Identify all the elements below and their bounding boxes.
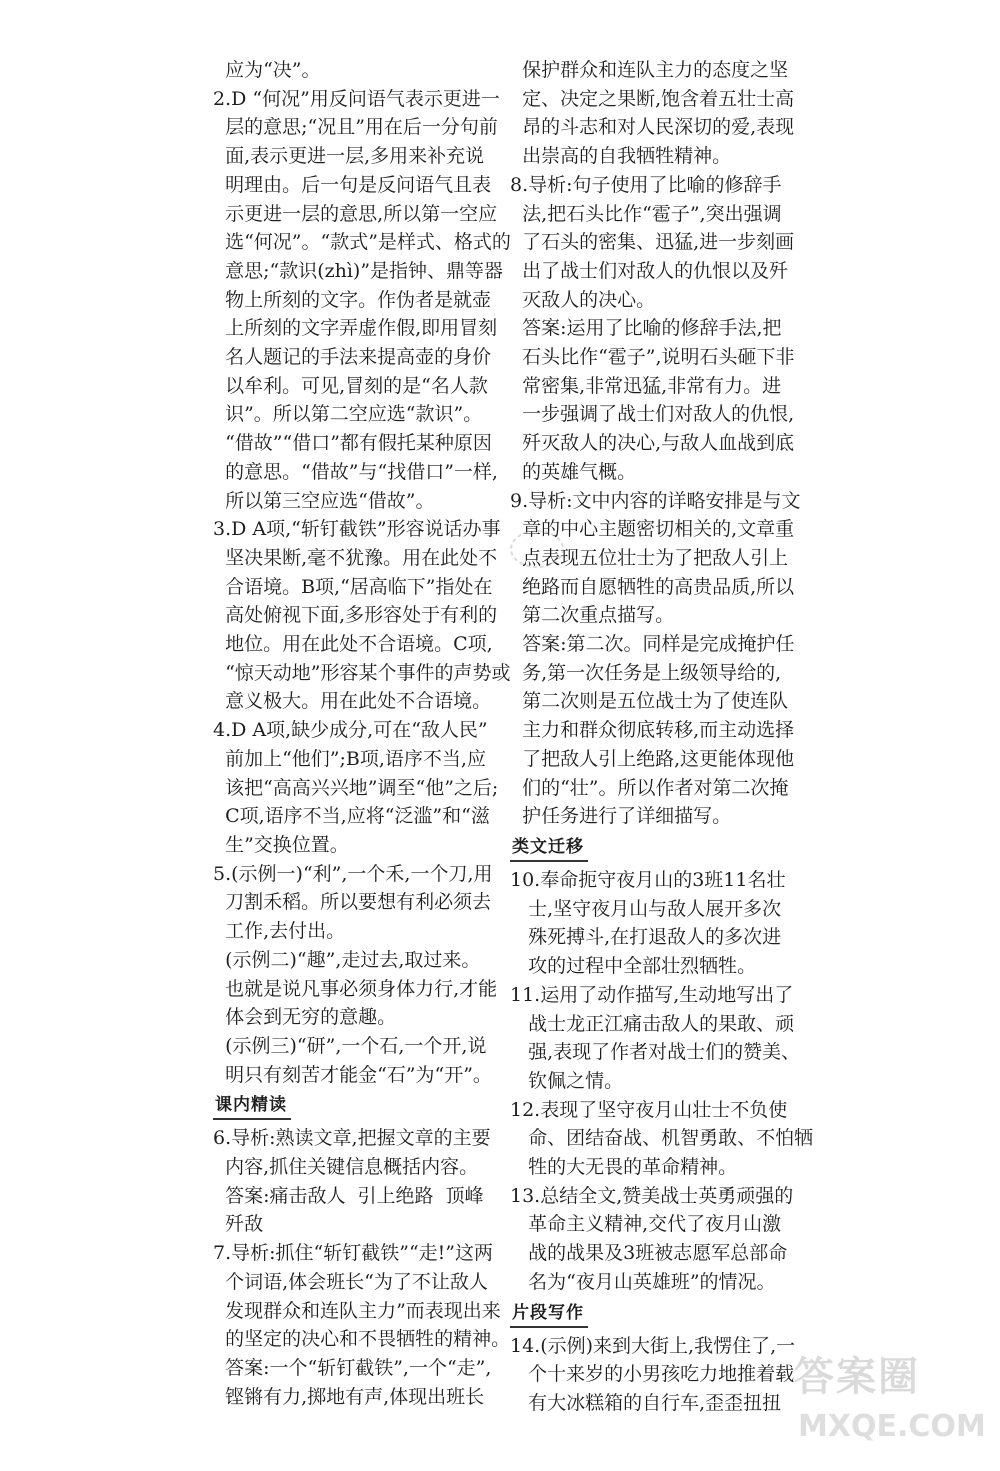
left-column	[213, 56, 511, 1411]
watermark-logo: 答案圈	[794, 1354, 920, 1400]
text-line: 该把“高高兴兴地”调至“他”之后;	[213, 776, 499, 799]
text-line: 14.(示例)来到大街上,我愣住了,一	[510, 1334, 796, 1357]
text-line: 发现群众和连队主力”而表现出来	[213, 1299, 501, 1322]
text-line: 所以第三空应选“借故”。	[213, 489, 435, 512]
text-line: 牲的大无畏的革命精神。	[510, 1156, 738, 1179]
text-line: 们的“壮”。所以作者对第二次掩	[510, 776, 789, 799]
section-heading-wrap	[510, 1297, 782, 1332]
text-line: 以牟利。可见,冒刻的是“名人款	[213, 374, 488, 397]
text-line: 了把敌人引上绝路,这更能体现他	[510, 747, 795, 770]
text-line: 10.奉命扼守夜月山的3班11名壮	[510, 868, 786, 891]
text-line: 13.总结全文,赞美战士英勇顽强的	[510, 1184, 794, 1207]
text-line: 务,第一次任务是上级领导给的,	[510, 661, 782, 684]
text-line: 明理由。后一句是反问语气且表	[213, 173, 492, 196]
text-line: 生”交换位置。	[213, 833, 349, 856]
text-line: 攻的过程中全部壮烈牺牲。	[510, 955, 757, 978]
text-line: 战的战果及3班被志愿军总部命	[510, 1242, 788, 1265]
text-line: 一步强调了战士们对敌人的仇恨,	[510, 403, 795, 426]
section-heading-wrap	[510, 831, 782, 866]
text-line: 明只有刻苦才能金“石”为“开”。	[213, 1063, 492, 1086]
text-line: 刀割禾稻。所以要想有利必须去	[213, 891, 492, 914]
text-line: 强,表现了作者对战士们的赞美、	[510, 1041, 801, 1064]
text-line: 出了战士们对敌人的仇恨以及歼	[510, 259, 789, 282]
text-line: 体会到无穷的意趣。	[213, 1006, 397, 1029]
text-line: 的英雄气概。	[510, 460, 637, 483]
text-line: 也就是说凡事必须身体力行,才能	[213, 977, 498, 1000]
faint-stamp-mark	[507, 527, 567, 571]
text-line: 答案:第二次。同样是完成掩护任	[510, 633, 795, 656]
text-line: 定、决定之果断,饱含着五壮士高	[510, 87, 795, 110]
text-line: 石头比作“雹子”,说明石头砸下非	[510, 346, 795, 369]
text-line: “借故”“借口”都有假托某种原因	[213, 432, 492, 455]
section-heading: 片段写作	[510, 1301, 588, 1328]
text-line: 示更进一层的意思,所以第一空应	[213, 202, 498, 225]
text-line: 应为“决”。	[213, 59, 321, 81]
text-line: 地位。用在此处不合语境。C项,	[213, 633, 493, 656]
text-line: 个十来岁的小男孩吃力地推着载	[510, 1363, 795, 1386]
text-line: 铿锵有力,掷地有声,体现出班长	[213, 1385, 485, 1408]
text-line: 内容,抓住关键信息概括内容。	[213, 1156, 479, 1179]
text-line: 点表现五位壮士为了把敌人引上	[510, 546, 789, 569]
text-line: (示例二)“趣”,走过去,取过来。	[213, 948, 481, 971]
text-line: 工作,去付出。	[213, 920, 346, 943]
section-heading: 类文迁移	[510, 835, 588, 862]
text-line: 命、团结奋战、机智勇敢、不怕牺	[510, 1127, 814, 1150]
text-line: 4.D A项,缺少成分,可在“敌人民”	[213, 719, 488, 742]
right-column	[510, 56, 814, 1418]
text-line: 意义极大。用在此处不合语境。	[213, 690, 492, 713]
text-line: 灭敌人的决心。	[510, 288, 656, 311]
text-line: 答案:运用了比喻的修辞手法,把	[510, 317, 782, 340]
text-line: 常密集,非常迅猛,非常有力。进	[510, 374, 782, 397]
text-line: 坚决果断,毫不犹豫。用在此处不	[213, 546, 498, 569]
text-line: 主力和群众彻底转移,而主动选择	[510, 719, 795, 742]
text-line: 章的中心主题密切相关的,文章重	[510, 518, 795, 541]
text-line: 意思;“款识(zhì)”是指钟、鼎等器	[213, 259, 504, 282]
text-line: 绝路而自愿牺牲的高贵品质,所以	[510, 575, 795, 598]
text-line: 昂的斗志和对人民深切的爱,表现	[510, 116, 795, 139]
text-line: 物上所刻的文字。作伪者是就壶	[213, 288, 492, 311]
text-line: 面,表示更进一层,多用来补充说	[213, 145, 485, 168]
text-line: 12.表现了坚守夜月山壮士不负使	[510, 1098, 788, 1121]
text-line: 第二次重点描写。	[510, 604, 675, 627]
text-line: 答案:痛击敌人 引上绝路 顶峰	[213, 1184, 484, 1207]
text-line: 法,把石头比作“雹子”,突出强调	[510, 202, 782, 225]
text-line: 个词语,体会班长“为了不让敌人	[213, 1270, 488, 1293]
text-line: 合语境。B项,“居高临下”指处在	[213, 575, 493, 598]
text-line: 革命主义精神,交代了夜月山激	[510, 1213, 782, 1236]
text-line: 前加上“他们”;B项,语序不当,应	[213, 747, 486, 770]
text-line: 高处俯视下面,多形容处于有利的	[213, 604, 498, 627]
text-line: 出崇高的自我牺牲精神。	[510, 145, 732, 168]
text-line: 护任务进行了详细描写。	[510, 805, 732, 828]
text-line: 战士龙正江痛击敌人的果敢、顽	[510, 1012, 795, 1035]
text-line: 第二次则是五位战士为了使连队	[510, 690, 789, 713]
section-heading-wrap	[213, 1089, 475, 1124]
text-line: 9.导析:文中内容的详略安排是与文	[510, 489, 801, 512]
text-line: 7.导析:抓住“斩钉截铁”“走!”这两	[213, 1242, 494, 1265]
site-watermark	[794, 1351, 984, 1461]
text-line: 殊死搏斗,在打退敌人的多次进	[510, 926, 782, 949]
text-line: C项,语序不当,应将“泛滥”和“滋	[213, 805, 490, 828]
text-line: 保护群众和连队主力的态度之坚	[510, 59, 789, 81]
text-line: 歼敌	[213, 1213, 264, 1236]
watermark-url: MXQE.COM	[798, 1409, 986, 1444]
section-heading: 课内精读	[213, 1093, 291, 1120]
text-line: 钦佩之情。	[510, 1069, 624, 1092]
text-line: 6.导析:熟读文章,把握文章的主要	[213, 1127, 491, 1150]
text-line: 选“何况”。“款式”是样式、格式的	[213, 231, 511, 254]
text-line: 了石头的密集、迅猛,进一步刻画	[510, 231, 795, 254]
text-line: 5.(示例一)“利”,一个禾,一个刀,用	[213, 862, 493, 885]
text-line: (示例三)“研”,一个石,一个开,说	[213, 1034, 487, 1057]
text-line: 2.D “何况”用反问语气表示更进一	[213, 87, 500, 110]
text-line: 答案:一个“斩钉截铁”,一个“走”,	[213, 1356, 492, 1379]
text-line: 3.D A项,“斩钉截铁”形容说话办事	[213, 518, 501, 541]
text-line: 名为“夜月山英雄班”的情况。	[510, 1270, 776, 1293]
text-line: 歼灭敌人的决心,与敌人血战到底	[510, 432, 795, 455]
text-line: 的意思。“借故”与“找借口”一样,	[213, 460, 498, 483]
text-line: 的坚定的决心和不畏牺牲的精神。	[213, 1328, 511, 1351]
text-line: 士,坚守夜月山与敌人展开多次	[510, 897, 782, 920]
text-line: 识”。所以第二空应选“款识”。	[213, 403, 483, 426]
text-line: 11.运用了动作描写,生动地写出了	[510, 983, 794, 1006]
text-line: 8.导析:句子使用了比喻的修辞手	[510, 173, 782, 196]
text-line: 名人题记的手法来提高壶的身价	[213, 346, 492, 369]
text-line: 有大冰糕箱的自行车,歪歪扭扭	[510, 1391, 782, 1414]
text-line: “惊天动地”形容某个事件的声势或	[213, 661, 511, 684]
text-line: 层的意思;“况且”用在后一分句前	[213, 116, 498, 139]
text-line: 上所刻的文字弄虚作假,即用冒刻	[213, 317, 498, 340]
